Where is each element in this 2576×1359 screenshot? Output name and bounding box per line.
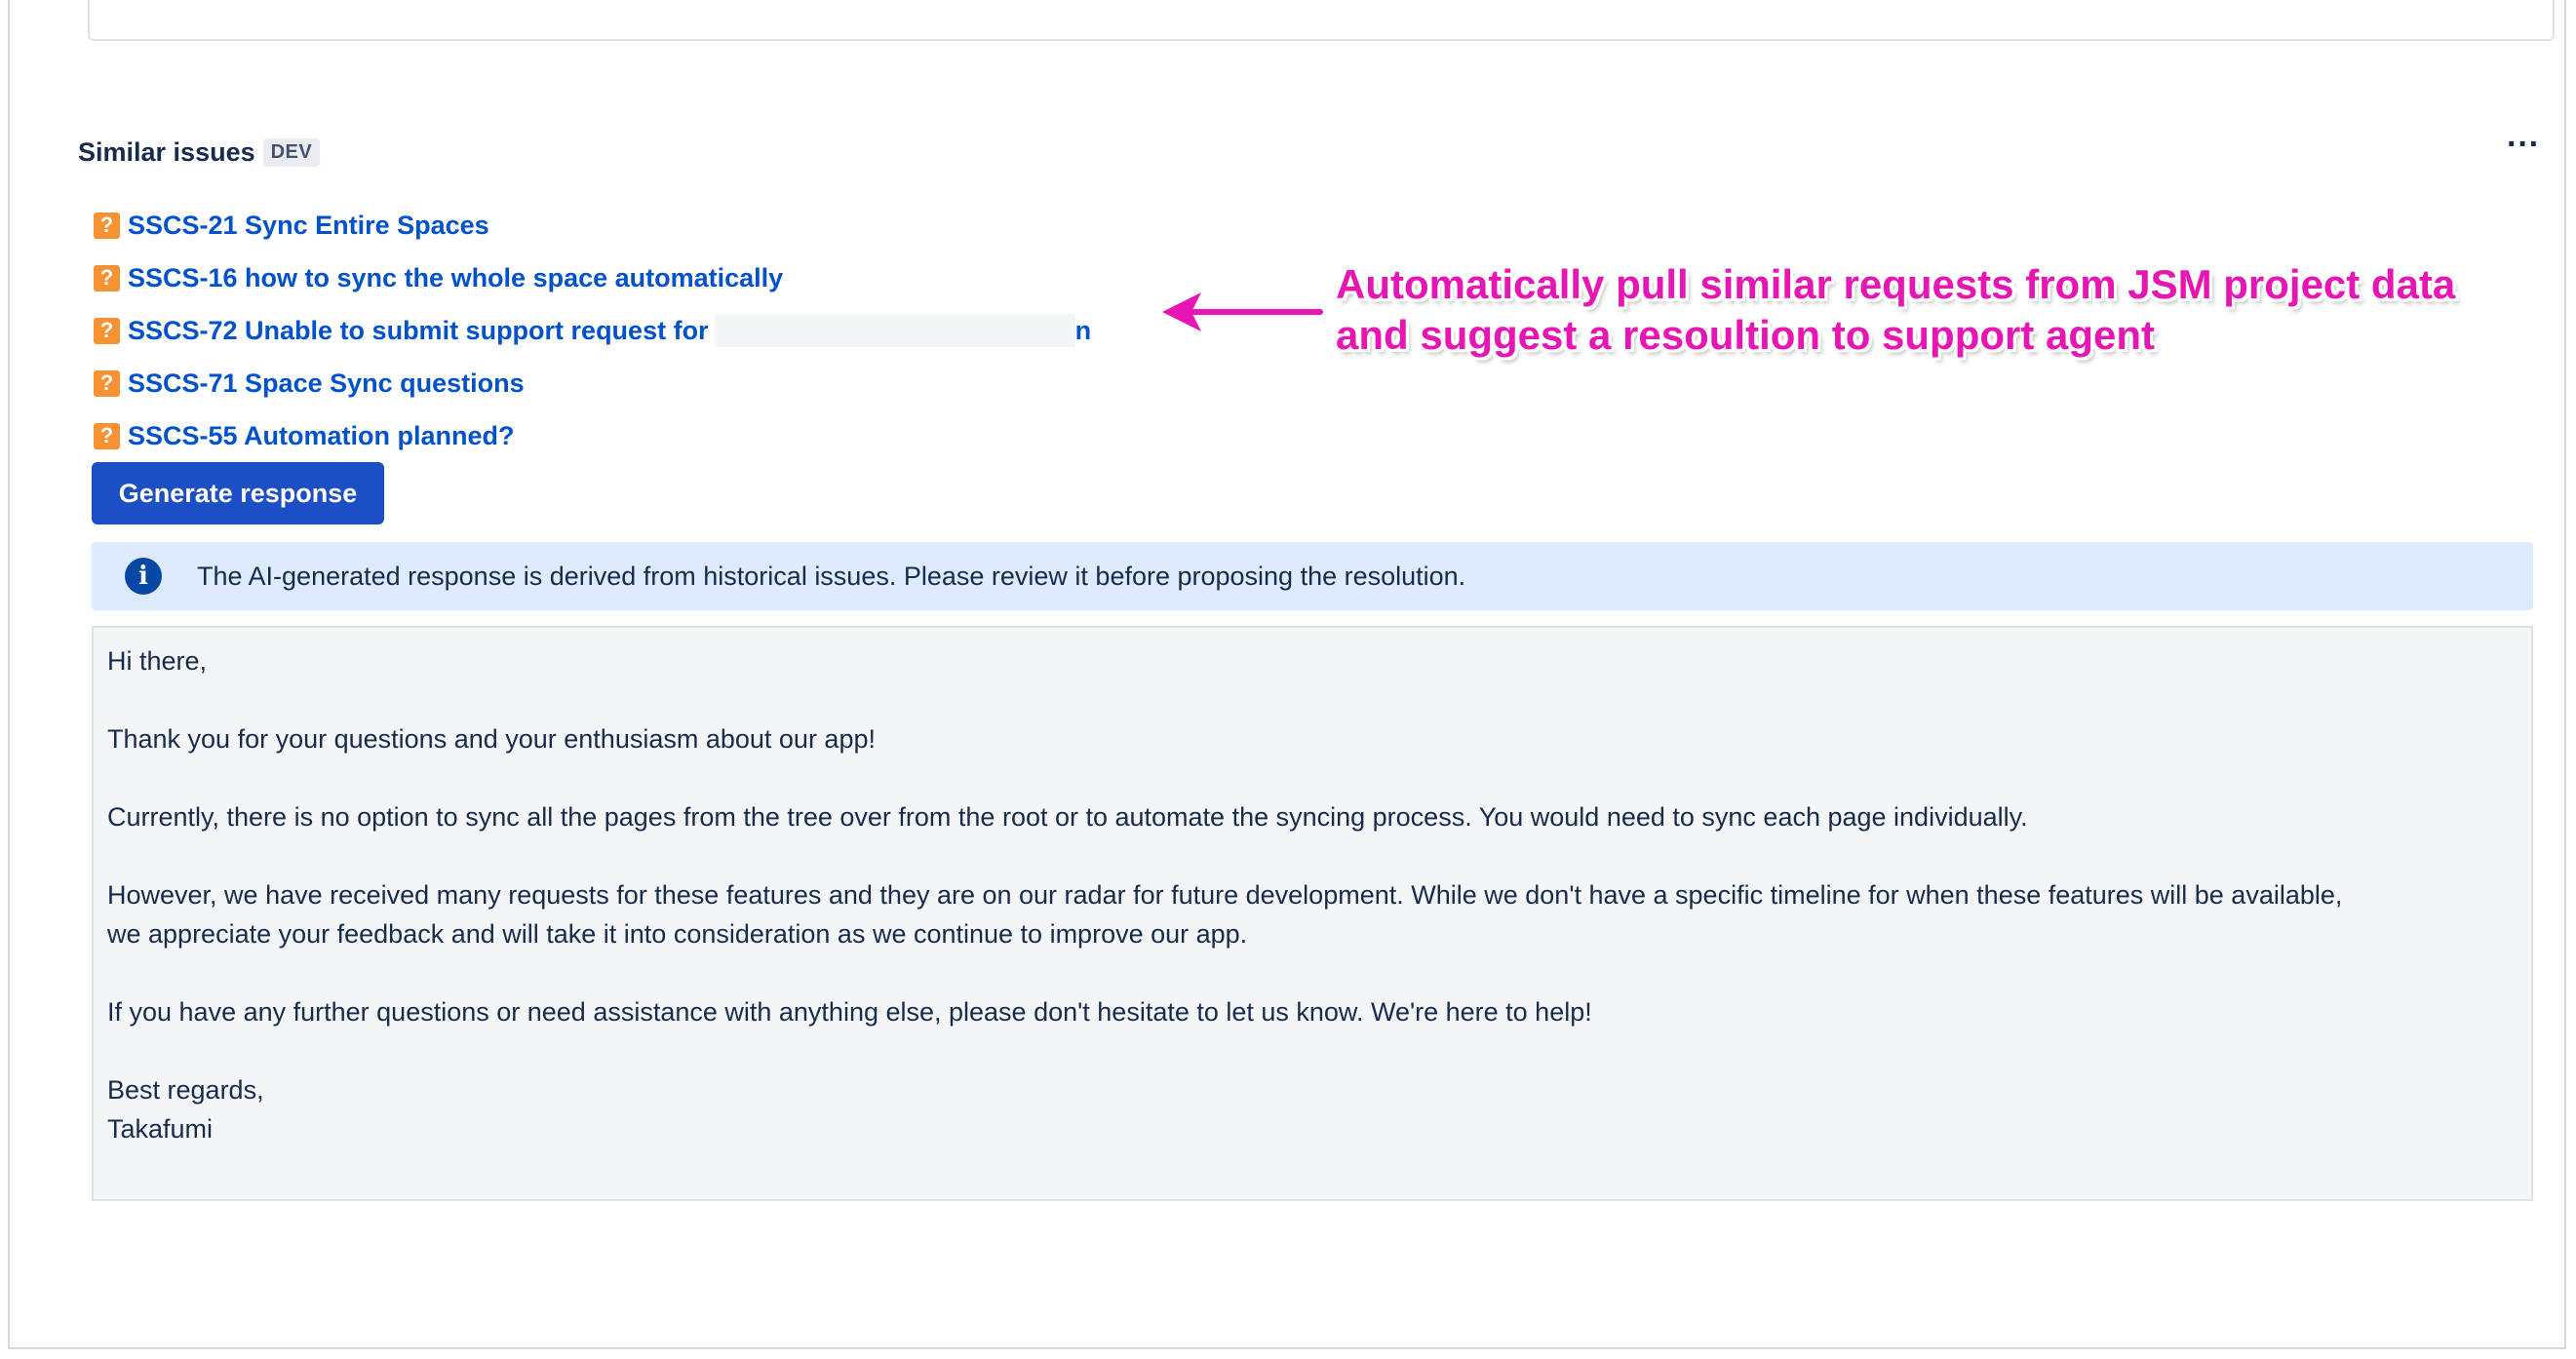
issue-link-sscs-55[interactable]: SSCS-55 Automation planned?	[128, 420, 515, 450]
question-icon: ?	[94, 213, 120, 239]
response-signoff: Best regards,	[107, 1075, 264, 1105]
question-icon: ?	[94, 318, 120, 344]
question-icon: ?	[94, 370, 120, 397]
question-icon: ?	[94, 265, 120, 291]
redacted-tail: n	[1074, 315, 1092, 345]
info-banner	[92, 542, 2533, 610]
response-paragraph-4: If you have any further questions or need assistance with anything else, please don't hesitate to let us know. We're here to help!	[107, 997, 1592, 1027]
dev-badge: DEV	[263, 138, 321, 167]
list-item	[94, 304, 1091, 357]
previous-field-box	[88, 0, 2555, 41]
response-paragraph-1: Thank you for your questions and your enthusiasm about our app!	[107, 724, 876, 754]
issue-link-sscs-21[interactable]: SSCS-21 Sync Entire Spaces	[128, 210, 489, 240]
issue-link-sscs-16[interactable]: SSCS-16 how to sync the whole space automatically	[128, 262, 784, 292]
response-greeting: Hi there,	[107, 646, 208, 676]
list-item	[94, 409, 1091, 462]
annotation-line-2: and suggest a resoultion to support agent	[1336, 312, 2156, 358]
redacted-text	[715, 314, 1075, 347]
issue-link-sscs-72[interactable]: SSCS-72 Unable to submit support request for	[128, 315, 709, 345]
response-paragraph-3-line-1: However, we have received many requests for these features and they are on our radar for future development. While we don't have a specific timeline for when these features will be available,	[107, 880, 2343, 910]
issue-link-sscs-71[interactable]: SSCS-71 Space Sync questions	[128, 368, 525, 398]
annotation-callout	[1336, 259, 2455, 361]
question-icon: ?	[94, 423, 120, 449]
generated-response-textarea[interactable]	[92, 626, 2533, 1201]
list-item	[94, 199, 1091, 252]
info-banner-text: The AI-generated response is derived from historical issues. Please review it before proposing the resolution.	[197, 561, 1466, 591]
annotation-line-1: Automatically pull similar requests from JSM project data	[1336, 261, 2456, 307]
response-paragraph-2: Currently, there is no option to sync all the pages from the tree over from the root or to automate the syncing process. You would need to sync each page individually.	[107, 802, 2028, 832]
response-paragraph-3-line-2: we appreciate your feedback and will take it into consideration as we continue to improve our app.	[107, 919, 1248, 949]
more-options-icon[interactable]: ···	[2507, 126, 2540, 163]
section-title: Similar issues	[78, 136, 255, 167]
annotation-arrow-icon	[1158, 287, 1324, 337]
list-item	[94, 252, 1091, 304]
similar-issues-header	[78, 133, 320, 172]
list-item	[94, 357, 1091, 409]
response-name: Takafumi	[107, 1114, 214, 1144]
info-icon: i	[125, 558, 162, 595]
similar-issues-list	[94, 199, 1091, 462]
generate-response-button[interactable]: Generate response	[92, 462, 384, 524]
